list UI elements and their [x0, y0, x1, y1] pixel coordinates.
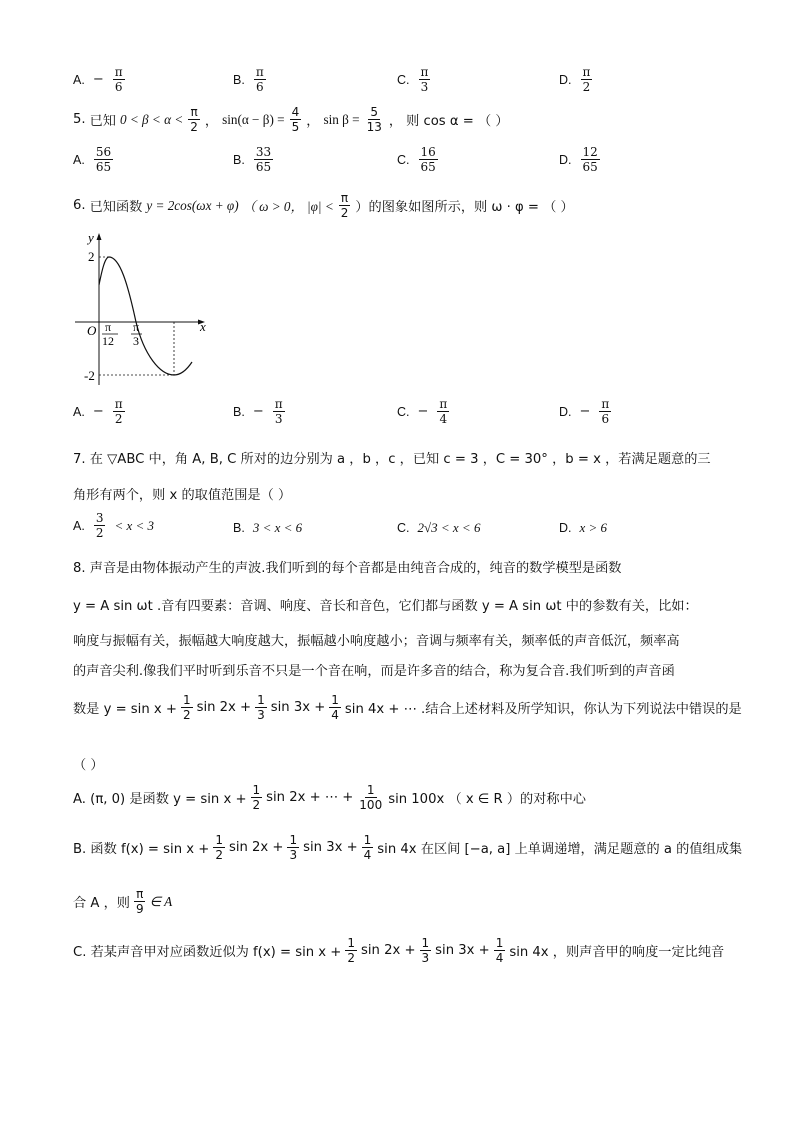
option-label: D.	[559, 72, 572, 87]
option-label: A.	[73, 404, 85, 419]
condition-3: sin β =	[323, 111, 360, 127]
condition-2: sin(α − β) =	[222, 111, 285, 127]
option-label: D.	[559, 521, 572, 535]
option-label: B.	[233, 404, 245, 419]
cosine-curve	[99, 257, 192, 375]
option-fraction: $\frac{\pi}{6}$	[601, 397, 610, 426]
q6-stem	[73, 192, 574, 219]
x-axis-label: x	[200, 319, 206, 334]
option-label: A.	[73, 518, 85, 533]
fraction-third: $\frac{1}{3}$	[257, 693, 265, 722]
fraction-quarter: $\frac{1}{4}$	[331, 693, 339, 722]
option-fraction: $\frac{12}{65}$	[582, 145, 598, 174]
stem-text: 已知	[89, 114, 116, 129]
q6-option-a[interactable]	[73, 398, 126, 425]
option-text: < x < 3	[114, 517, 155, 533]
question-number: 5.	[73, 112, 86, 127]
text-segment: A. (π, 0) 是函数 y = sin x +	[73, 792, 247, 807]
option-fraction: $\frac{\pi}{3}$	[420, 65, 429, 94]
q4-option-b[interactable]	[233, 66, 267, 93]
q5-option-d[interactable]	[559, 146, 601, 173]
q8-option-a[interactable]	[73, 784, 586, 811]
option-fraction: $\frac{\pi}{2}$	[582, 65, 591, 94]
stem-text-b: ）的图象如图所示，则 ω · φ = （ ）	[355, 200, 574, 215]
text-segment: sin 4x 在区间 [−a, a] 上单调递增，满足题意的 a 的值组成集	[377, 842, 743, 857]
q6-option-c[interactable]	[397, 398, 450, 425]
option-label: A.	[73, 72, 85, 87]
q8-stem-line-1: 8. 声音是由物体振动产生的声波.我们听到的每个音都是由纯音合成的，纯音的数学模型是函数	[73, 561, 622, 576]
option-label: B.	[233, 521, 245, 535]
fraction-quarter: $\frac{1}{4}$	[363, 833, 372, 862]
fraction-third: $\frac{1}{3}$	[289, 833, 298, 862]
option-text: 2√3 < x < 6	[417, 520, 481, 535]
fraction-half: $\frac{1}{2}$	[347, 936, 355, 965]
fraction-half: $\frac{1}{2}$	[182, 693, 191, 722]
text-segment: sin 2x +	[360, 943, 416, 958]
option-sign: −	[92, 404, 104, 419]
text-segment: 数是 y = sin x +	[73, 702, 177, 717]
option-fraction: $\frac{\pi}{6}$	[114, 65, 123, 94]
option-label: C.	[397, 521, 410, 535]
option-fraction: $\frac{56}{65}$	[95, 145, 112, 174]
option-fraction: $\frac{\pi}{6}$	[255, 65, 264, 94]
q7-stem-line-2: 角形有两个，则 x 的取值范围是（ ）	[73, 488, 292, 503]
q8-stem-line-5	[73, 694, 742, 721]
q5-option-b[interactable]	[233, 146, 274, 173]
tick-2-denominator: 3	[133, 334, 139, 348]
text-segment: B. 函数 f(x) = sin x +	[73, 842, 210, 857]
y-axis-arrow	[97, 233, 102, 240]
option-fraction: $\frac{\pi}{2}$	[114, 397, 123, 426]
option-label: B.	[233, 72, 245, 87]
q5-option-c[interactable]	[397, 146, 439, 173]
option-text: x > 6	[579, 520, 608, 535]
q8-stem-line-3: 响度与振幅有关，振幅越大响度越大，振幅越小响度越小；音调与频率有关，频率低的声音低沉，频率高	[73, 634, 680, 649]
option-label: D.	[559, 152, 572, 167]
q5-option-a[interactable]	[73, 146, 114, 173]
option-sign: −	[252, 404, 264, 419]
q6-function-graph	[72, 230, 212, 390]
option-label: B.	[233, 152, 245, 167]
q7-stem-line-1: 7. 在 ▽ABC 中，角 A, B, C 所对的边分别为 a ，b ，c ，已知 c = 3 ，C = 30° ，b = x ，若满足题意的三	[73, 452, 711, 467]
q8-answer-paren: （ ）	[73, 758, 104, 773]
q4-option-a[interactable]	[73, 66, 126, 93]
tick-1-denominator: 12	[102, 334, 114, 348]
text-segment: sin 2x +	[228, 840, 284, 855]
q7-option-c[interactable]	[397, 520, 480, 536]
option-fraction: $\frac{\pi}{3}$	[274, 397, 283, 426]
text-segment: C. 若某声音甲对应函数近似为 f(x) = sin x +	[73, 945, 342, 960]
option-sign: −	[579, 404, 591, 419]
q7-option-d[interactable]	[559, 520, 607, 536]
q8-stem-line-4: 的声音尖利.像我们平时听到乐音不只是一个音在响，而是许多音的结合，称为复合音.我们听到的声音函	[73, 664, 675, 679]
question-ask: 则 cos α = （ ）	[406, 114, 509, 129]
option-label: C.	[397, 72, 410, 87]
option-label: A.	[73, 152, 85, 167]
text-segment: sin 2x + ⋯ +	[266, 790, 354, 805]
condition-1: 0 < β < α <	[119, 111, 184, 127]
option-fraction: $\frac{16}{65}$	[420, 145, 436, 174]
q8-stem-line-2: y = A sin ωt .音有四要素：音调、响度、音长和音色，它们都与函数 y = A sin ωt 中的参数有关，比如：	[73, 599, 698, 614]
question-number: 6.	[73, 198, 86, 213]
fraction-third: $\frac{1}{3}$	[421, 936, 430, 965]
q8-option-c[interactable]	[73, 937, 724, 964]
origin-label: O	[87, 323, 97, 338]
condition-fraction: $\frac{\pi}{2}$	[340, 191, 349, 220]
q5-stem: 5. 已知 0 < β < α < $\frac{\pi}{2}$ ， sin(α − β) = $\frac{4}{5}$ ， sin β = $\frac{5}{13}$ ， 则 cos α = （ ）	[73, 105, 509, 134]
condition-1-fraction: $\frac{\pi}{2}$	[190, 105, 198, 134]
q4-option-c[interactable]	[397, 66, 431, 93]
option-fraction: $\frac{3}{2}$	[95, 511, 104, 540]
option-label: C.	[397, 152, 410, 167]
function-expression: y = 2cos(ωx + φ)	[146, 197, 239, 213]
option-sign: −	[417, 404, 429, 419]
option-text: 3 < x < 6	[252, 520, 303, 535]
text-segment: ∈ A	[149, 893, 173, 909]
option-sign: −	[92, 72, 104, 87]
fraction-hundredth: $\frac{1}{100}$	[359, 783, 383, 812]
text-segment: sin 3x +	[303, 840, 358, 855]
text-segment: sin 100x （ x ∈ R ）的对称中心	[388, 792, 586, 807]
option-fraction: $\frac{33}{65}$	[255, 145, 272, 174]
condition-3-fraction: $\frac{5}{13}$	[366, 105, 382, 134]
text-segment: sin 2x +	[196, 700, 252, 715]
option-label: D.	[559, 404, 572, 419]
text-segment: 合 A ，则	[73, 896, 130, 911]
text-segment: sin 3x +	[435, 943, 490, 958]
q6-option-b[interactable]	[233, 398, 286, 425]
fraction-half: $\frac{1}{2}$	[215, 833, 223, 862]
y-axis-label: y	[88, 230, 94, 245]
fraction-quarter: $\frac{1}{4}$	[495, 936, 504, 965]
q7-option-a[interactable]	[73, 512, 154, 539]
q6-option-d[interactable]	[559, 398, 612, 425]
condition: （ ω > 0， |φ| <	[242, 199, 334, 214]
fraction-pi-over-9: $\frac{\pi}{9}$	[135, 887, 144, 916]
stem-text: 已知函数	[89, 200, 143, 215]
condition-2-fraction: $\frac{4}{5}$	[291, 105, 300, 134]
tick-1-numerator: π	[105, 320, 112, 334]
q8-option-b[interactable]	[73, 834, 742, 861]
q7-option-b[interactable]	[233, 520, 302, 536]
text-segment: sin 3x +	[270, 700, 326, 715]
q4-option-d[interactable]	[559, 66, 593, 93]
text-segment: sin 4x ，则声音甲的响度一定比纯音	[509, 945, 725, 960]
option-label: C.	[397, 404, 410, 419]
text-segment: sin 4x + ⋯ .结合上述材料及所学知识，你认为下列说法中错误的是	[344, 702, 742, 717]
option-fraction: $\frac{\pi}{4}$	[439, 397, 448, 426]
q8-option-b-line-2	[73, 888, 172, 915]
y-max-label: 2	[88, 249, 95, 264]
y-min-label: -2	[84, 368, 95, 383]
fraction-half: $\frac{1}{2}$	[252, 783, 261, 812]
tick-2-numerator: π	[133, 320, 140, 334]
